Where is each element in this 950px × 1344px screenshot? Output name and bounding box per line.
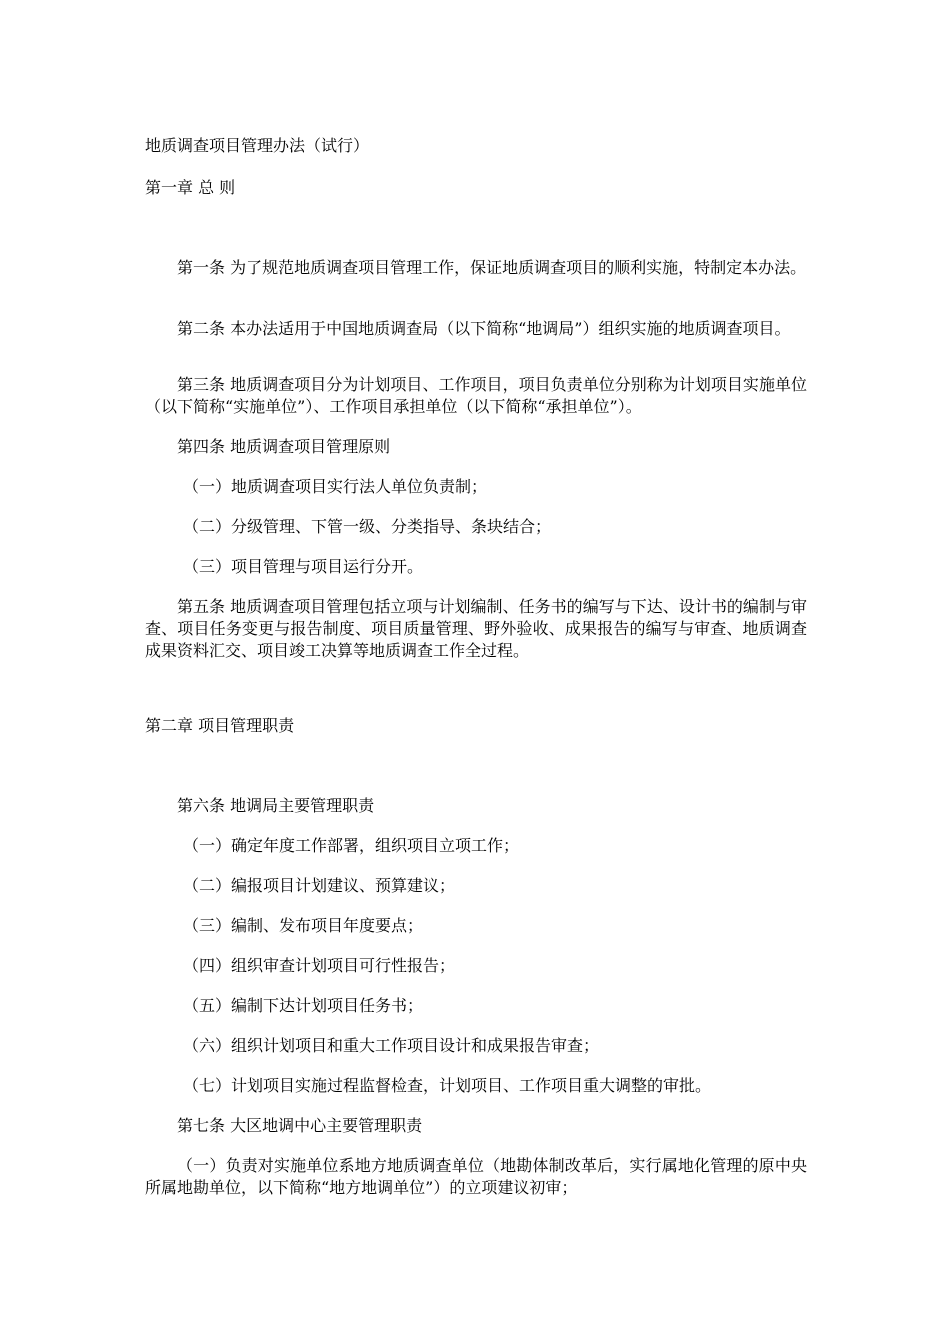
article-6-item: （二）编报项目计划建议、预算建议；	[183, 876, 456, 895]
article-6-item: （三）编制、发布项目年度要点；	[183, 916, 424, 935]
chapter-2-heading: 第二章 项目管理职责	[145, 716, 295, 735]
article-5: 第五条 地质调查项目管理包括立项与计划编制、任务书的编写与下达、设计书的编制与审查、项目任务变更与报告制度、项目质量管理、野外验收、成果报告的编写与审查、地质调查成果资料汇交、项目竣工决算等地质调查工作全过程。	[145, 597, 807, 660]
article-6: 第六条 地调局主要管理职责	[177, 796, 375, 815]
article-7: 第七条 大区地调中心主要管理职责	[177, 1116, 423, 1135]
article-6-item: （七）计划项目实施过程监督检查，计划项目、工作项目重大调整的审批。	[183, 1076, 712, 1095]
chapter-1-heading: 第一章 总 则	[145, 178, 236, 197]
article-6-item: （五）编制下达计划项目任务书；	[183, 996, 424, 1015]
article-4-item: （一）地质调查项目实行法人单位负责制；	[183, 477, 488, 496]
document-title: 地质调查项目管理办法（试行）	[145, 136, 370, 155]
article-4-item: （三）项目管理与项目运行分开。	[183, 557, 424, 576]
article-2: 第二条 本办法适用于中国地质调查局（以下简称“地调局”）组织实施的地质调查项目。	[177, 319, 791, 338]
article-4: 第四条 地质调查项目管理原则	[177, 437, 391, 456]
article-4-item: （二）分级管理、下管一级、分类指导、条块结合；	[183, 517, 552, 536]
article-7-item: （一）负责对实施单位系地方地质调查单位（地勘体制改革后，实行属地化管理的原中央所属地勘单位，以下简称“地方地调单位”）的立项建议初审；	[145, 1156, 807, 1197]
article-6-item: （一）确定年度工作部署，组织项目立项工作；	[183, 836, 520, 855]
article-6-item: （六）组织计划项目和重大工作项目设计和成果报告审查；	[183, 1036, 600, 1055]
article-3: 第三条 地质调查项目分为计划项目、工作项目，项目负责单位分别称为计划项目实施单位（以下简称“实施单位”）、工作项目承担单位（以下简称“承担单位”）。	[145, 375, 807, 416]
article-1: 第一条 为了规范地质调查项目管理工作，保证地质调查项目的顺利实施，特制定本办法。	[177, 258, 807, 277]
article-6-item: （四）组织审查计划项目可行性报告；	[183, 956, 456, 975]
